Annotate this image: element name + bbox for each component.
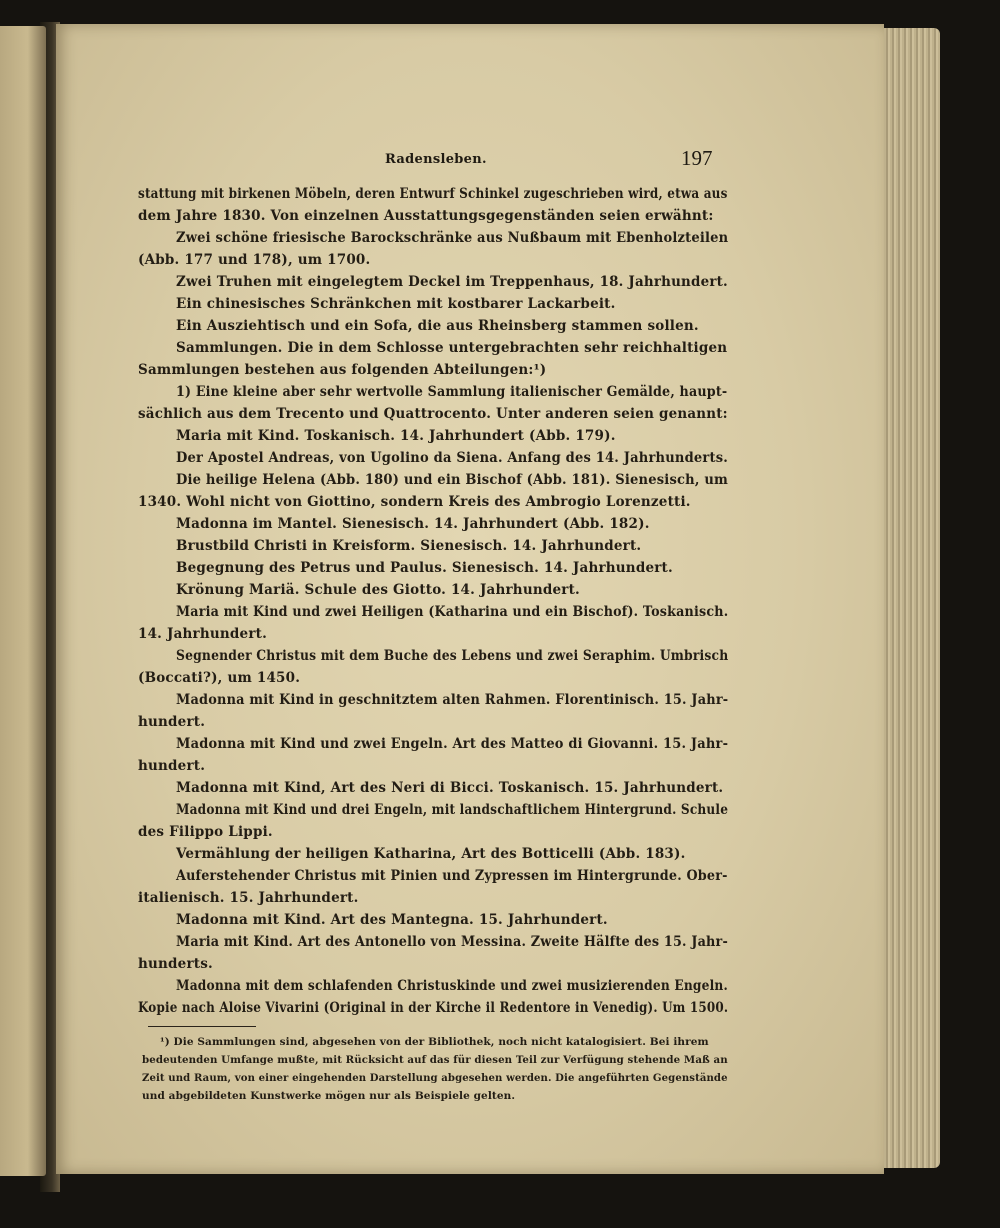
text-line: (Boccati?), um 1450. — [138, 670, 301, 686]
text-line: Maria mit Kind. Toskanisch. 14. Jahrhundert (Abb. 179). — [176, 428, 616, 444]
text-line: 1340. Wohl nicht von Giottino, sondern Kreis des Ambrogio Lorenzetti. — [138, 494, 691, 510]
text-line: Der Apostel Andreas, von Ugolino da Siena. Anfang des 14. Jahrhunderts. — [176, 450, 729, 466]
text-line: Madonna im Mantel. Sienesisch. 14. Jahrhundert (Abb. 182). — [176, 516, 650, 532]
text-line: stattung mit birkenen Möbeln, deren Entwurf Schinkel zugeschrieben wird, etwa aus — [138, 186, 728, 202]
footnote-line: Zeit und Raum, von einer eingehenden Darstellung abgesehen werden. Die angeführten Gegenstände — [142, 1072, 728, 1084]
text-line: 1) Eine kleine aber sehr wertvolle Sammlung italienischer Gemälde, haupt- — [176, 384, 728, 400]
text-line: hundert. — [138, 714, 206, 730]
footnote-line: bedeutenden Umfange mußte, mit Rücksicht auf das für diesen Teil zur Verfügung stehende Maß an — [142, 1054, 728, 1066]
text-line: Madonna mit Kind, Art des Neri di Bicci. Toskanisch. 15. Jahrhundert. — [176, 780, 724, 796]
text-line: Madonna mit Kind und drei Engeln, mit landschaftlichem Hintergrund. Schule — [176, 802, 729, 818]
text-line: des Filippo Lippi. — [138, 824, 273, 840]
text-line: Sammlungen bestehen aus folgenden Abteilungen:¹) — [138, 362, 547, 378]
text-line: 14. Jahrhundert. — [138, 626, 267, 642]
text-line: Ein Ausziehtisch und ein Sofa, die aus Rheinsberg stammen sollen. — [176, 318, 699, 334]
text-line: Krönung Mariä. Schule des Giotto. 14. Jahrhundert. — [176, 582, 580, 598]
text-line: italienisch. 15. Jahrhundert. — [138, 890, 359, 906]
footnote-line: und abgebildeten Kunstwerke mögen nur als Beispiele gelten. — [142, 1090, 516, 1102]
text-line: Die heilige Helena (Abb. 180) und ein Bischof (Abb. 181). Sienesisch, um — [176, 472, 729, 488]
text-line: hunderts. — [138, 956, 213, 972]
page-number: 197 — [681, 146, 713, 170]
text-line: Zwei schöne friesische Barockschränke aus Nußbaum mit Ebenholzteilen — [176, 230, 729, 246]
text-line: Madonna mit Kind in geschnitztem alten Rahmen. Florentinisch. 15. Jahr- — [176, 692, 729, 708]
text-line: Brustbild Christi in Kreisform. Sienesisch. 14. Jahrhundert. — [176, 538, 642, 554]
text-line: Auferstehender Christus mit Pinien und Zypressen im Hintergrunde. Ober- — [176, 868, 728, 884]
text-line: hundert. — [138, 758, 206, 774]
text-line: Madonna mit dem schlafenden Christuskinde und zwei musizierenden Engeln. — [176, 978, 728, 994]
text-line: Sammlungen. Die in dem Schlosse untergebrachten sehr reichhaltigen — [176, 340, 728, 356]
running-head: Radensleben. — [385, 152, 487, 167]
text-line: sächlich aus dem Trecento und Quattrocento. Unter anderen seien genannt: — [138, 406, 728, 422]
text-line: Maria mit Kind. Art des Antonello von Messina. Zweite Hälfte des 15. Jahr- — [176, 934, 728, 950]
text-line: Vermählung der heiligen Katharina, Art des Botticelli (Abb. 183). — [176, 846, 686, 862]
text-line: Madonna mit Kind. Art des Mantegna. 15. Jahrhundert. — [176, 912, 608, 928]
text-line: (Abb. 177 und 178), um 1700. — [138, 252, 371, 268]
text-line: Ein chinesisches Schränkchen mit kostbarer Lackarbeit. — [176, 296, 616, 312]
text-line: Madonna mit Kind und zwei Engeln. Art des Matteo di Giovanni. 15. Jahr- — [176, 736, 729, 752]
footnote-line: ¹) Die Sammlungen sind, abgesehen von der Bibliothek, noch nicht katalogisiert. Bei ihrem — [160, 1036, 709, 1048]
text-line: dem Jahre 1830. Von einzelnen Ausstattungsgegenständen seien erwähnt: — [138, 208, 714, 224]
text-line: Segnender Christus mit dem Buche des Lebens und zwei Seraphim. Umbrisch — [176, 648, 729, 664]
text-line: Kopie nach Aloise Vivarini (Original in der Kirche il Redentore in Venedig). Um 1500. — [138, 1000, 729, 1016]
text-line: Maria mit Kind und zwei Heiligen (Katharina und ein Bischof). Toskanisch. — [176, 604, 729, 620]
text-line: Zwei Truhen mit eingelegtem Deckel im Treppenhaus, 18. Jahrhundert. — [176, 274, 728, 290]
text-line: Begegnung des Petrus und Paulus. Sienesisch. 14. Jahrhundert. — [176, 560, 673, 576]
